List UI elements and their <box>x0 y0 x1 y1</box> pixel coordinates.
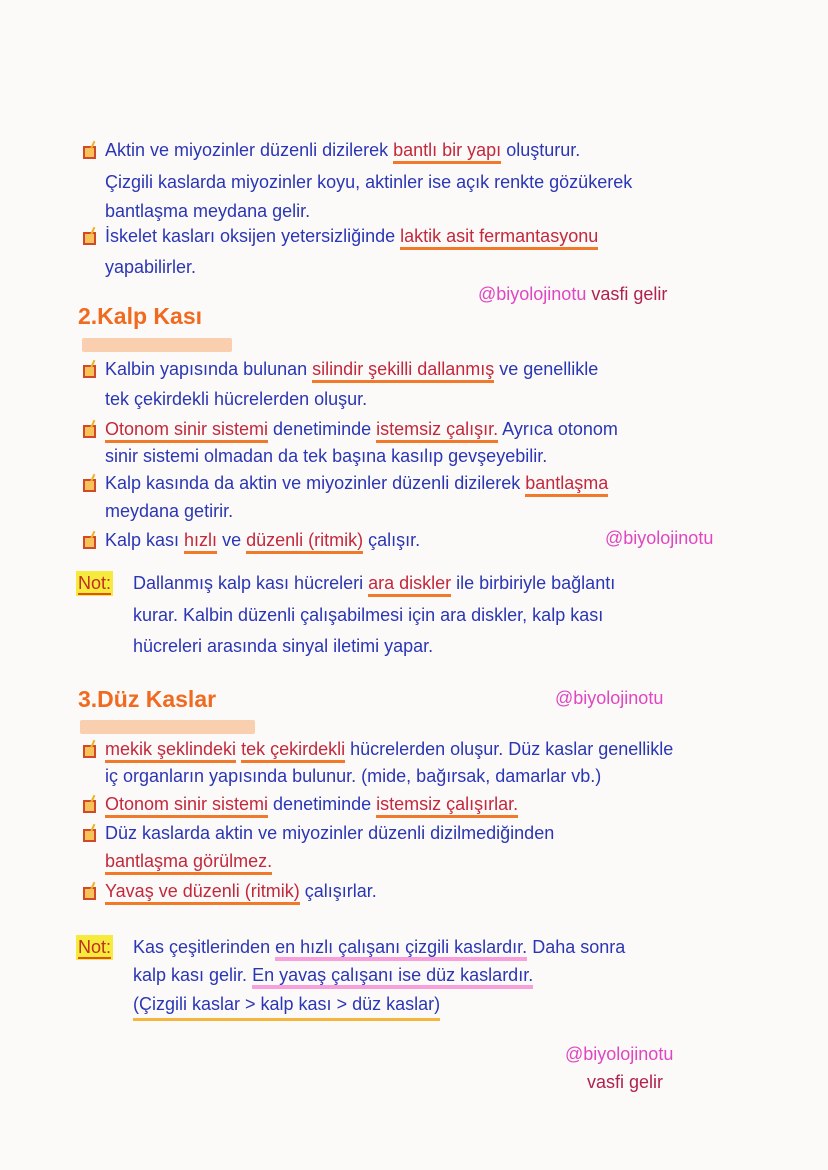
note-line <box>105 444 547 468</box>
text-segment: Aktin ve miyozinler düzenli dizilerek <box>105 140 394 160</box>
text-segment: kurar. Kalbin düzenli çalışabilmesi için ara diskler, kalp kası <box>133 605 604 625</box>
note-line <box>105 255 196 279</box>
section-heading-duz-kaslar: 3.Düz Kaslar <box>78 686 217 712</box>
text-segment: meydana getirir. <box>105 501 234 521</box>
checkbox-icon <box>83 146 96 159</box>
checkbox-icon <box>83 232 96 245</box>
text-segment: çalışırlar. <box>299 881 377 901</box>
highlighted-term: Yavaş ve düzenli (ritmik) <box>105 881 300 905</box>
highlighted-term: bantlaşma görülmez. <box>105 851 272 875</box>
note-label: Not: <box>78 937 112 957</box>
note-line <box>105 528 420 552</box>
note-line <box>105 792 518 816</box>
note-line <box>133 603 603 627</box>
note-line <box>133 634 433 658</box>
note-line <box>105 499 233 523</box>
text-segment: iç organların yapısında bulunur. (mide, bağırsak, damarlar vb.) <box>105 766 602 786</box>
note-line <box>133 963 533 987</box>
watermark-handle: @biyolojinotu <box>605 528 714 548</box>
text-segment: Daha sonra <box>527 937 626 957</box>
note-line <box>133 992 440 1016</box>
checkbox-icon <box>83 887 96 900</box>
highlighted-term: ara diskler <box>368 573 451 597</box>
text-segment: bantlaşma meydana gelir. <box>105 201 311 221</box>
highlighted-term: bantlaşma <box>525 473 608 497</box>
text-segment: Kas çeşitlerinden <box>133 937 276 957</box>
checkbox-icon <box>83 425 96 438</box>
note-label: Not: <box>78 573 112 593</box>
text-segment: yapabilirler. <box>105 257 197 277</box>
checkbox-icon <box>83 745 96 758</box>
text-segment: sinir sistemi olmadan da tek başına kasılıp gevşeyebilir. <box>105 446 548 466</box>
text-segment: Kalp kasında da aktin ve miyozinler düzenli dizilerek <box>105 473 526 493</box>
text-segment: Kalbin yapısında bulunan <box>105 359 313 379</box>
text-segment: hücrelerden oluşur. Düz kaslar genellikle <box>345 739 674 759</box>
watermark-handle: @biyolojinotu <box>555 688 664 708</box>
pink-highlighted-text: En yavaş çalışanı ise düz kaslardır. <box>252 965 533 989</box>
text-segment: İskelet kasları oksijen yetersizliğinde <box>105 226 401 246</box>
watermark-author: vasfi gelir <box>591 284 668 304</box>
summary-text: (Çizgili kaslar > kalp kası > düz kaslar) <box>133 994 440 1021</box>
highlighted-term: laktik asit fermantasyonu <box>400 226 598 250</box>
text-segment: çalışır. <box>363 530 421 550</box>
highlighted-term: düzenli (ritmik) <box>246 530 363 554</box>
text-segment: oluşturur. <box>501 140 581 160</box>
note-line <box>105 737 673 761</box>
heading-highlight <box>82 338 232 352</box>
watermark-author: vasfi gelir <box>587 1072 664 1092</box>
text-segment: denetiminde <box>268 419 377 439</box>
note-line <box>105 764 601 788</box>
heading-highlight <box>80 720 255 734</box>
checkbox-icon <box>83 479 96 492</box>
note-line <box>105 471 608 495</box>
text-segment: Çizgili kaslarda miyozinler koyu, aktinler ise açık renkte gözükerek <box>105 172 633 192</box>
watermark-handle: @biyolojinotu <box>565 1044 674 1064</box>
text-segment: tek çekirdekli hücrelerden oluşur. <box>105 389 368 409</box>
note-line <box>105 387 367 411</box>
note-line <box>133 571 615 595</box>
text-segment: Düz kaslarda aktin ve miyozinler düzenli dizilmediğinden <box>105 823 555 843</box>
text-segment: kalp kası gelir. <box>133 965 253 985</box>
section-heading-kalp-kasi: 2.Kalp Kası <box>78 303 202 329</box>
pink-highlighted-text: en hızlı çalışanı çizgili kaslardır. <box>275 937 527 961</box>
note-line <box>105 879 377 903</box>
text-segment: Kalp kası <box>105 530 185 550</box>
text-segment: ve genellikle <box>494 359 599 379</box>
checkbox-icon <box>83 829 96 842</box>
text-segment: Ayrıca otonom <box>498 419 618 439</box>
highlighted-term: hızlı <box>184 530 217 554</box>
note-line <box>105 199 310 223</box>
watermark <box>478 284 667 305</box>
text-segment: denetiminde <box>268 794 377 814</box>
highlighted-term: istemsiz çalışırlar. <box>376 794 518 818</box>
note-line <box>105 821 554 845</box>
checkbox-icon <box>83 365 96 378</box>
highlighted-term: Otonom sinir sistemi <box>105 419 268 443</box>
watermark-handle: @biyolojinotu <box>478 284 587 304</box>
checkbox-icon <box>83 800 96 813</box>
highlighted-term: mekik şeklindeki <box>105 739 236 763</box>
text-segment: ve <box>217 530 247 550</box>
note-line <box>105 357 598 381</box>
note-line <box>105 417 618 441</box>
highlighted-term: Otonom sinir sistemi <box>105 794 268 818</box>
highlighted-term: silindir şekilli dallanmış <box>312 359 494 383</box>
note-line <box>105 224 598 248</box>
note-line <box>105 849 272 873</box>
text-segment: Dallanmış kalp kası hücreleri <box>133 573 369 593</box>
highlighted-term: istemsiz çalışır. <box>376 419 498 443</box>
note-line <box>105 170 632 194</box>
note-marker <box>76 935 113 960</box>
note-line <box>105 138 580 162</box>
checkbox-icon <box>83 536 96 549</box>
highlighted-term: tek çekirdekli <box>241 739 345 763</box>
highlighted-term: bantlı bir yapı <box>393 140 501 164</box>
note-line <box>133 935 625 959</box>
note-marker <box>76 571 113 596</box>
text-segment: hücreleri arasında sinyal iletimi yapar. <box>133 636 434 656</box>
text-segment: ile birbiriyle bağlantı <box>451 573 616 593</box>
